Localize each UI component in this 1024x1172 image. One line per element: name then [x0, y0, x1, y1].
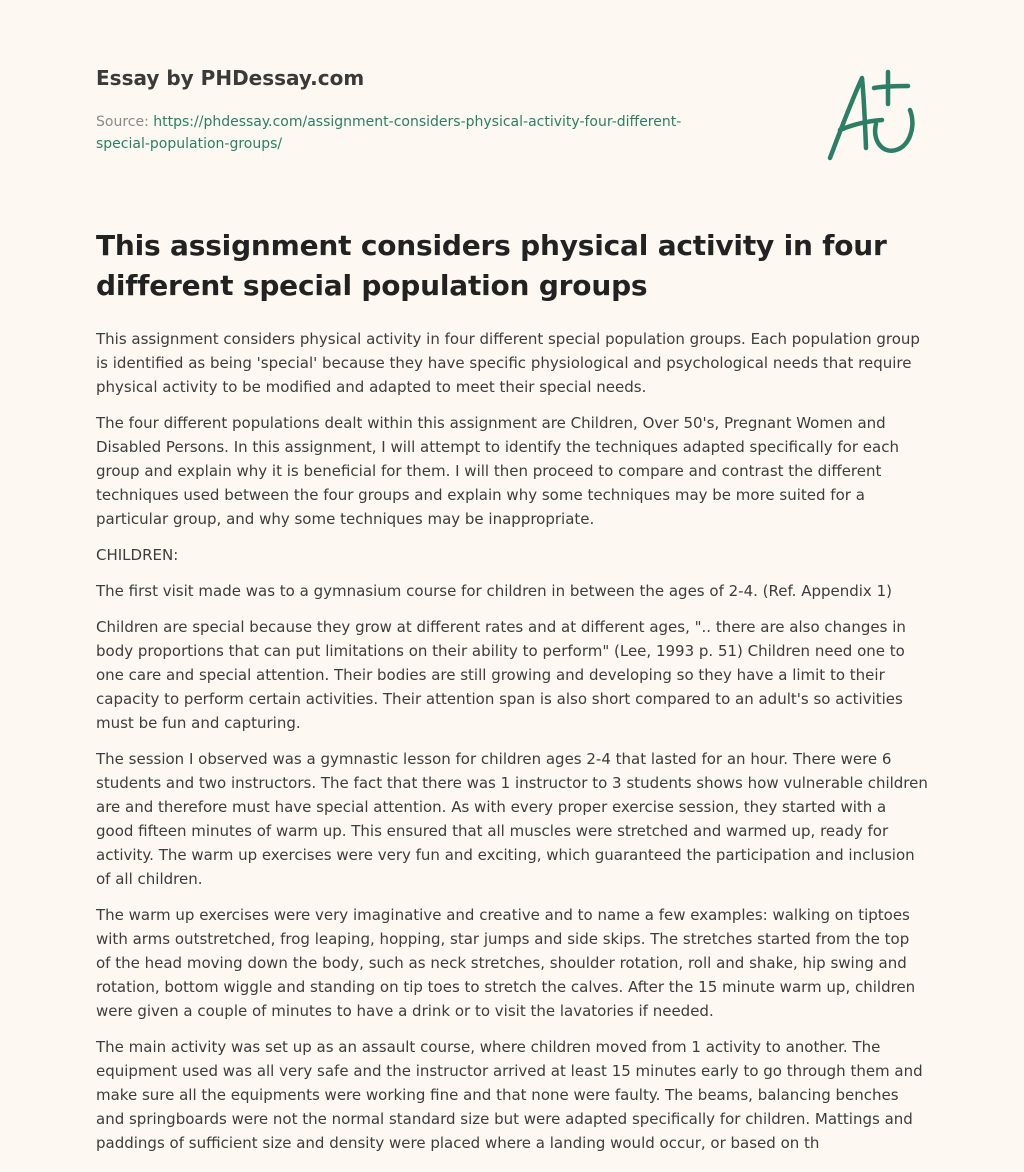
paragraph: The session I observed was a gymnastic lesson for children ages 2-4 that lasted for an hour. There were 6 students and two instructors. The fact that there was 1 instructor to 3 students shows how vulnerable children are and therefore must have special attention. As with every proper exercise session, they started with a good fifteen minutes of warm up. This ensured that all muscles were stretched and warmed up, ready for activity. The warm up exercises were very fun and exciting, which guaranteed the participation and inclusion of all children. [96, 750, 928, 888]
paragraph: The main activity was set up as an assault course, where children moved from 1 activity to another. The equipment used was all very safe and the instructor arrived at least 15 minutes early to go through them and make sure all the equipments were working fine and that none were faulty. The beams, balancing benches and springboards were not the normal standard size but were adapted specifically for children. Mattings and paddings of sufficient size and density were placed where a landing would occur, or based on th [96, 1038, 923, 1152]
site-title: Essay by PHDessay.com [96, 66, 365, 90]
source-link-text-1: https://phdessay.com/assignment-considers-physical-activity-four-different- [153, 114, 682, 130]
a-plus-logo-icon [818, 64, 930, 168]
paragraph: The first visit made was to a gymnasium course for children in between the ages of 2-4. (Ref. Appendix 1) [96, 582, 892, 600]
source-link[interactable] [96, 114, 681, 152]
paragraph: This assignment considers physical activity in four different special population groups. Each population group is identified as being 'special' because they have specific physiological and psychological needs that require physical activity to be modified and adapted to meet their special needs. [96, 330, 920, 396]
paragraph: The warm up exercises were very imaginative and creative and to name a few examples: walking on tiptoes with arms outstretched, frog leaping, hopping, star jumps and side skips. The stretches started from the top of the head moving down the body, such as neck stretches, shoulder rotation, roll and shake, hip swing and rotation, bottom wiggle and standing on tip toes to stretch the calves. After the 15 minute warm up, children were given a couple of minutes to have a drink or to visit the lavatories if needed. [96, 906, 916, 1020]
page-title: This assignment considers physical activity in four different special population groups [96, 229, 887, 302]
site-header [96, 64, 756, 155]
paragraph: Children are special because they grow at different rates and at different ages, ".. there are also changes in body proportions that can put limitations on their ability to perform" (Lee, 1993 p. 51) Children need one to one care and special attention. Their bodies are still growing and developing so they have a limit to their capacity to perform certain activities. Their attention span is also short compared to an adult's so activities must be fun and capturing. [96, 618, 906, 732]
source-link-text-2: special-population-groups/ [96, 136, 283, 152]
source-label: Source: [96, 114, 149, 130]
paragraph: The four different populations dealt within this assignment are Children, Over 50's, Pregnant Women and Disabled Persons. In this assignment, I will attempt to identify the techniques adapted specifically for each group and explain why it is beneficial for them. I will then proceed to compare and contrast the different techniques used between the four groups and explain why some techniques may be more suited for a particular group, and why some techniques may be inappropriate. [96, 414, 899, 528]
article [96, 226, 928, 1167]
section-heading: CHILDREN: [96, 546, 179, 564]
source-line [96, 111, 736, 155]
